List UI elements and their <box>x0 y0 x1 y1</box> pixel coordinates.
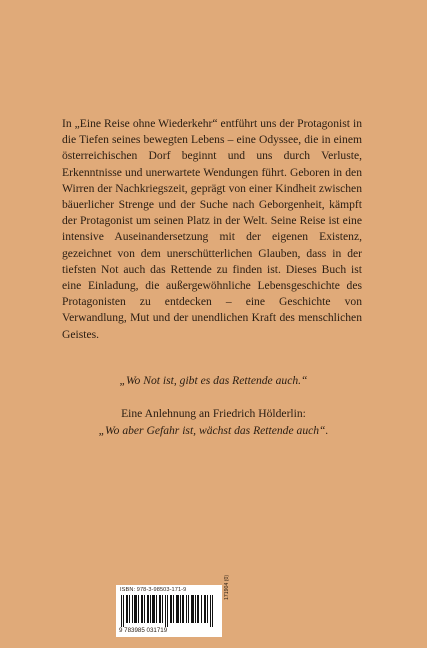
side-code: 171904 (0) <box>224 574 230 600</box>
blurb-text-block <box>62 116 362 343</box>
barcode-icon <box>119 595 219 627</box>
isbn-barcode <box>116 585 222 637</box>
isbn-label: ISBN: 978-3-98503-171-9 <box>120 587 187 593</box>
motto-quote: „Wo Not ist, gibt es das Rettende auch.“ <box>119 374 308 387</box>
attribution-quote: „Wo aber Gefahr ist, wächst das Rettende auch“. <box>98 423 329 437</box>
barcode-digits: 9 783985 031719 <box>119 627 168 634</box>
attribution <box>40 406 387 439</box>
attribution-intro: Eine Anlehnung an Friedrich Hölderlin: <box>121 407 306 420</box>
blurb-paragraph: In „Eine Reise ohne Wiederkehr“ entführt uns der Protagonist in die Tiefen seines bewegten Lebens – eine Odyssee, die in einem österreichischen Dorf beginnt und uns durch Verluste, Erkenntnisse und unerwartete Wendungen führt. Geboren in den Wirren der Nachkriegszeit, geprägt von einer Kindheit zwischen bäuerlicher Strenge und der Suche nach Geborgenheit, kämpft der Protagonist um seinen Platz in der Welt. Seine Reise ist eine intensive Auseinandersetzung mit der eigenen Existenz, gezeichnet von dem unerschütterlichen Glauben, dass in der tiefsten Not auch das Rettende zu finden ist. Dieses Buch ist eine Einladung, die außergewöhnliche Lebensgeschichte des Protagonisten zu entdecken – eine Geschichte von Verwandlung, Mut und der unendlichen Kraft des menschlichen Geistes. <box>62 117 362 341</box>
